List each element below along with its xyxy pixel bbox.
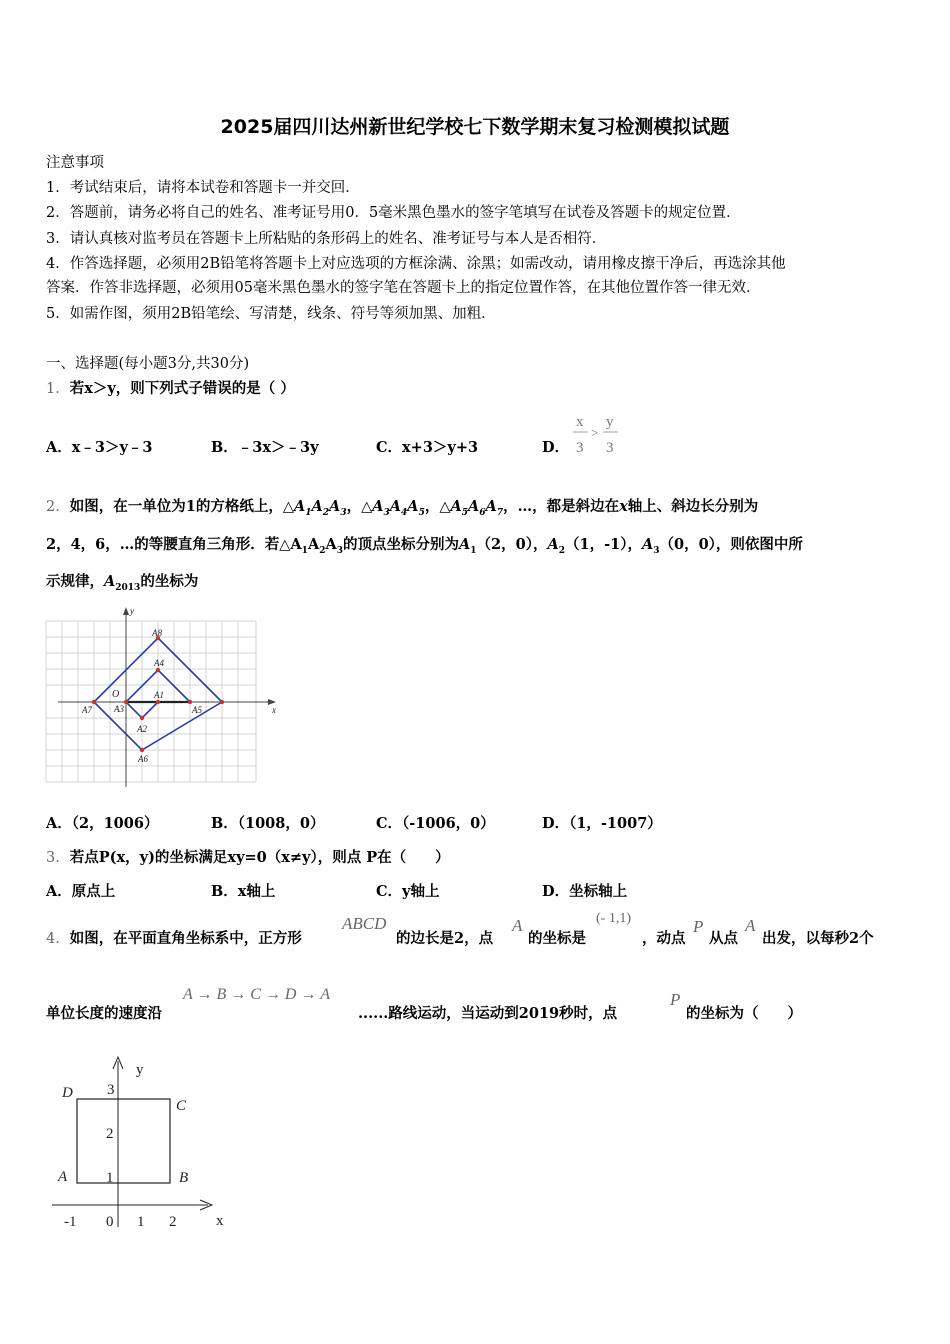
question-1 bbox=[46, 377, 295, 398]
tick-y2: 2 bbox=[106, 1126, 114, 1142]
question-number: 1． bbox=[46, 381, 70, 397]
label-x: x bbox=[272, 705, 276, 715]
frac-numerator-y: y bbox=[606, 414, 614, 430]
question-3: 3．若点P(x，y)的坐标满足xy=0（x≠y），则点 P在（ ） bbox=[46, 849, 450, 866]
notice-item: 答案．作答非选择题，必须用05毫米黑色墨水的签字笔在答题卡上的指定位置作答，在其他位置作答一律无效． bbox=[46, 280, 761, 296]
tick-x2: 2 bbox=[169, 1214, 177, 1230]
question-stem: 若x＞y，则下列式子错误的是（ ） bbox=[69, 380, 295, 397]
question-2-line1: 2．如图，在一单位为1的方格纸上，$\triangle A_1A_2A_3$，$\triangle A_3A_4A_5$，$\triangle A_5A_6A_7$，…，都是斜边在x轴上、斜边长分别为 bbox=[46, 498, 759, 518]
math-a: A bbox=[512, 916, 523, 935]
section-heading: 一、选择题(每小题3分,共30分) bbox=[46, 356, 250, 372]
option-b: B．﹣3x＞﹣3y bbox=[211, 439, 319, 456]
label-a: A bbox=[58, 1169, 68, 1185]
label-a2: A2 bbox=[137, 724, 147, 734]
option-d: D．坐标轴上 bbox=[542, 883, 628, 900]
tick-x1: 1 bbox=[137, 1214, 145, 1230]
frac-denominator-3: 3 bbox=[576, 440, 584, 456]
option-d: D． bbox=[542, 439, 570, 456]
math-p2: P bbox=[670, 990, 681, 1009]
label-origin: O bbox=[112, 689, 120, 700]
label-a3: A3 bbox=[114, 704, 124, 714]
option-d-fraction bbox=[570, 410, 622, 458]
page-title: 2025届四川达州新世纪学校七下数学期末复习检测模拟试题 bbox=[220, 116, 730, 138]
notice-heading: 注意事项 bbox=[46, 155, 104, 171]
option-a: A．x﹣3＞y﹣3 bbox=[46, 439, 153, 456]
square-abcd bbox=[77, 1099, 170, 1183]
label-c: C bbox=[176, 1098, 187, 1114]
math-coord: (- 1,1) bbox=[596, 911, 631, 926]
q4-figure bbox=[46, 1055, 246, 1240]
notice-item: 4．作答选择题，必须用2B铅笔将答题卡上对应选项的方框涂满、涂黑；如需改动，请用橡皮擦干净后，再选涂其他 bbox=[46, 256, 786, 272]
tick-x0: 0 bbox=[106, 1214, 114, 1230]
option-c: C．x+3＞y+3 bbox=[376, 439, 479, 456]
q2-figure bbox=[44, 605, 284, 787]
label-d: D bbox=[62, 1085, 73, 1101]
notice-item: 2．答题前，请务必将自己的姓名、准考证号用0．5毫米黑色墨水的签字笔填写在试卷及答题卡的规定位置． bbox=[46, 205, 741, 221]
tick-xm1: -1 bbox=[64, 1214, 77, 1230]
notice-item: 1．考试结束后，请将本试卷和答题卡一并交回． bbox=[46, 180, 360, 196]
option-a: A．原点上 bbox=[46, 883, 116, 900]
label-y: y bbox=[136, 1062, 144, 1078]
option-a: A．（2，1006） bbox=[46, 815, 159, 832]
question-2-line2: 2，4，6，…的等腰直角三角形．若$\triangle A_1A_2A_3$的顶点坐标分别为$A_1(2$，0），$A_2(1$，-1），$A_3(0$，0），则依图中所 bbox=[46, 536, 803, 556]
frac-denominator-3b: 3 bbox=[606, 440, 614, 456]
label-a1: A1 bbox=[154, 690, 164, 700]
label-a6: A6 bbox=[138, 754, 148, 764]
label-a4: A4 bbox=[154, 658, 164, 668]
option-c: C．（-1006，0） bbox=[376, 815, 495, 832]
math-abcd: ABCD bbox=[342, 914, 387, 933]
notice-item: 3．请认真核对监考员在答题卡上所粘贴的条形码上的姓名、准考证号与本人是否相符． bbox=[46, 231, 607, 247]
label-y: y bbox=[130, 606, 134, 616]
label-a5: A5 bbox=[192, 705, 202, 715]
frac-numerator-x: x bbox=[576, 414, 584, 430]
question-2-line3: 示规律，$A_{2013}$的坐标为 bbox=[46, 573, 199, 593]
greater-than-sign: > bbox=[591, 425, 599, 440]
question-4-line1: 4．如图，在平面直角坐标系中，正方形 bbox=[46, 930, 302, 947]
tick-y3: 3 bbox=[107, 1082, 115, 1098]
math-path: A → B → C → D → A bbox=[183, 986, 330, 1003]
option-d: D．（1，-1007） bbox=[542, 815, 662, 832]
label-b: B bbox=[179, 1170, 189, 1186]
label-a7: A7 bbox=[82, 705, 92, 715]
math-p: P bbox=[693, 917, 704, 936]
notice-item: 5．如需作图，须用2B铅笔绘、写清楚，线条、符号等须加黑、加粗． bbox=[46, 306, 496, 322]
label-a8: A8 bbox=[152, 628, 162, 638]
tick-y1: 1 bbox=[106, 1170, 114, 1186]
label-x: x bbox=[216, 1213, 224, 1229]
option-b: B．x轴上 bbox=[211, 883, 276, 900]
option-c: C．y轴上 bbox=[376, 883, 440, 900]
option-b: B．（1008，0） bbox=[211, 815, 325, 832]
math-a-start: A bbox=[745, 916, 756, 935]
